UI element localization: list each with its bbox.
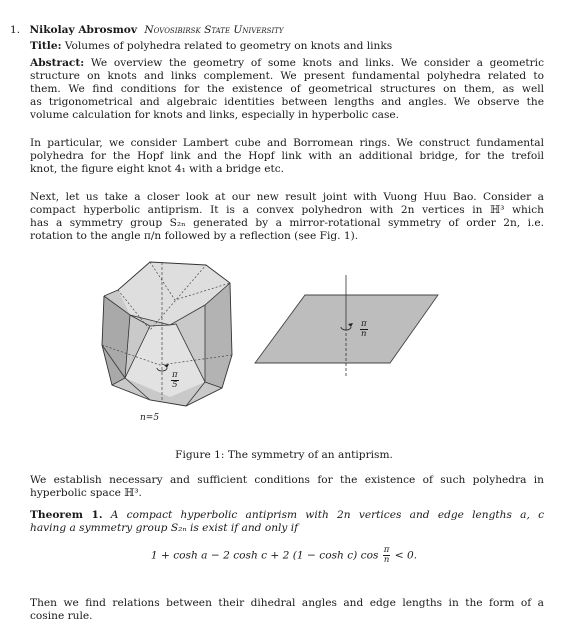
right-rotation-fraction [360, 320, 368, 339]
abstract-line-2: structure on knots and links complement. We present fundamental polyhedra related to [30, 70, 544, 82]
figure-caption: Figure 1: The symmetry of an antiprism. [175, 449, 393, 461]
title-label: Title: [30, 40, 62, 52]
theorem-label: Theorem 1. [30, 509, 103, 521]
para3-line-2: hyperbolic space ℍ³. [30, 487, 142, 499]
abstract-line-4: as trigonometrical and algebraic identities between lengths and angles. We observe the [30, 96, 544, 108]
para2-line-2: compact hyperbolic antiprism. It is a convex polyhedron with 2n vertices in ℍ³ which [30, 204, 544, 216]
theorem-formula [0, 546, 568, 565]
para2-line-3: has a symmetry group S₂ₙ generated by a mirror-rotational symmetry of order 2n, i.e. [30, 217, 544, 229]
antiprism-n-label: n=5 [140, 413, 160, 423]
right-frac-den: n [361, 329, 367, 339]
formula-fraction [383, 546, 391, 565]
left-frac-den: 5 [172, 380, 178, 390]
para3-line-1: We establish necessary and sufficient conditions for the existence of such polyhedra in [30, 474, 544, 486]
title-text: Volumes of polyhedra related to geometry on knots and links [64, 40, 393, 52]
left-rotation-fraction [171, 371, 179, 390]
para4-line-1: Then we find relations between their dihedral angles and edge lengths in the form of a [30, 597, 544, 609]
formula-left: 1 + cosh a − 2 cosh c + 2 (1 − cosh c) cos [150, 549, 379, 562]
author-name: Nikolay Abrosmov [29, 24, 137, 36]
para1-line-1: In particular, we consider Lambert cube and Borromean rings. We construct fundamental [30, 137, 544, 149]
theorem-line-2: having a symmetry group S₂ₙ is exist if and only if [30, 522, 299, 534]
abstract-line-5: volume calculation for knots and links, especially in hyperbolic case. [30, 109, 400, 121]
para2-line-4: rotation to the angle π/n followed by a reflection (see Fig. 1). [30, 230, 359, 242]
para2-line-1: Next, let us take a closer look at our new result joint with Vuong Huu Bao. Consider a [30, 191, 544, 203]
theorem-text-1: A compact hyperbolic antiprism with 2n vertices and edge lengths a, c [110, 509, 545, 521]
formula-frac-den: n [383, 555, 390, 565]
antiprism-drawing [102, 262, 232, 406]
item-number: 1. [10, 24, 21, 36]
para4-line-2: cosine rule. [30, 610, 93, 622]
theorem-line-1 [30, 509, 544, 522]
para1-line-2: polyhedra for the Hopf link and the Hopf link with an additional bridge, for the trefoil [30, 150, 544, 162]
abstract-line-3: them. We find conditions for the existence of geometrical structures on them, as well [30, 83, 544, 95]
formula-frac-num: π [383, 545, 390, 555]
right-frac-num: π [361, 319, 367, 329]
left-frac-num: π [172, 370, 178, 380]
formula-right: < 0. [394, 549, 418, 562]
abstract-text-1: We overview the geometry of some knots and links. We consider a geometric [90, 57, 545, 69]
mirror-plane [255, 295, 438, 363]
para1-line-3: knot, the figure eight knot 4₁ with a bridge etc. [30, 163, 285, 175]
mirror-plane-drawing [255, 275, 438, 378]
abstract-label: Abstract: [30, 57, 85, 69]
author-affiliation: Novosibirsk State University [144, 24, 284, 36]
